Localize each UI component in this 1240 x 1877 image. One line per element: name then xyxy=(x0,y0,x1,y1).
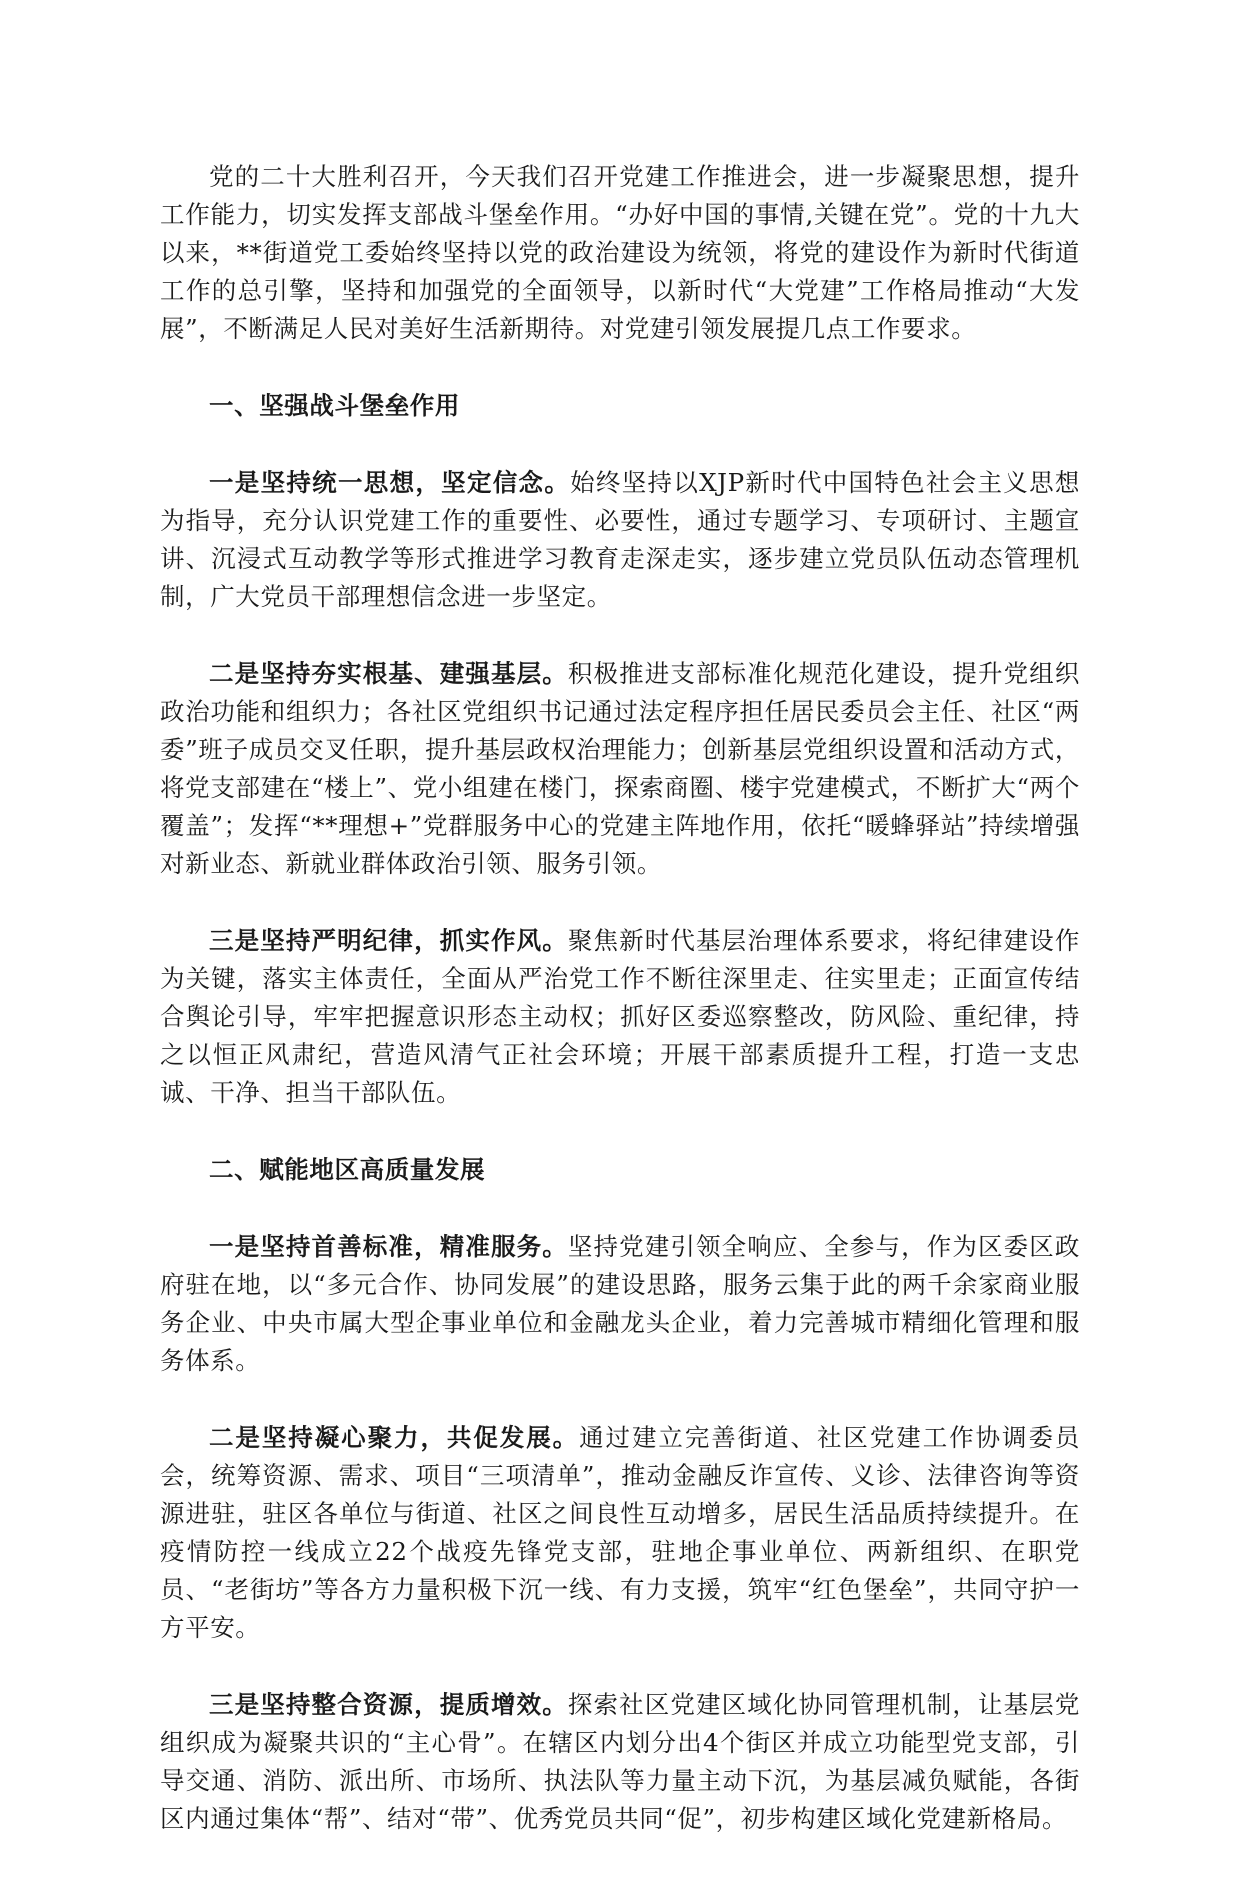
intro-paragraph: 党的二十大胜利召开，今天我们召开党建工作推进会，进一步凝聚思想，提升工作能力，切实发挥支部战斗堡垒作用。“办好中国的事情,关键在党”。党的十九大以来，**街道党工委始终坚持以党的政治建设为统领，将党的建设作为新时代街道工作的总引擎，坚持和加强党的全面领导，以新时代“大党建”工作格局推动“大发展”，不断满足人民对美好生活新期待。对党建引领发展提几点工作要求。 xyxy=(160,162,1080,343)
section-heading-2: 二、赋能地区高质量发展 xyxy=(209,1155,486,1184)
item-lead: 三是坚持整合资源，提质增效。 xyxy=(209,1690,568,1719)
item-lead: 一是坚持统一思想，坚定信念。 xyxy=(209,468,571,497)
item-lead: 一是坚持首善标准，精准服务。 xyxy=(209,1232,568,1261)
item-lead: 三是坚持严明纪律，抓实作风。 xyxy=(209,926,568,955)
item-text: 探索社区党建区域化协同管理机制，让基层党组织成为凝聚共识的“主心骨”。在辖区内划分出4个街区并成立功能型党支部，引导交通、消防、派出所、市场所、执法队等力量主动下沉，为基层减负赋能，各街区内通过集体“帮”、结对“带”、优秀党员共同“促”，初步构建区域化党建新格局。 xyxy=(160,1690,1081,1833)
item-text: 始终坚持以XJP新时代中国特色社会主义思想为指导，充分认识党建工作的重要性、必要性，通过专题学习、专项研讨、主题宣讲、沉浸式互动教学等形式推进学习教育走深走实，逐步建立党员队伍动态管理机制，广大党员干部理想信念进一步坚定。 xyxy=(160,468,1080,611)
item-lead: 二是坚持凝心聚力，共促发展。 xyxy=(209,1423,580,1452)
section-1-item-3 xyxy=(160,922,1080,1112)
item-text: 积极推进支部标准化规范化建设，提升党组织政治功能和组织力；各社区党组织书记通过法定程序担任居民委员会主任、社区“两委”班子成员交叉任职，提升基层政权治理能力；创新基层党组织设置和活动方式，将党支部建在“楼上”、党小组建在楼门，探索商圈、楼宇党建模式，不断扩大“两个覆盖”；发挥“**理想+”党群服务中心的党建主阵地作用，依托“暖蜂驿站”持续增强对新业态、新就业群体政治引领、服务引领。 xyxy=(160,659,1081,878)
section-heading-1: 一、坚强战斗堡垒作用 xyxy=(209,391,460,420)
item-lead: 二是坚持夯实根基、建强基层。 xyxy=(209,659,568,688)
section-2-item-1 xyxy=(160,1228,1080,1380)
item-text: 聚焦新时代基层治理体系要求，将纪律建设作为关键，落实主体责任，全面从严治党工作不断往深里走、往实里走；正面宣传结合舆论引导，牢牢把握意识形态主动权；抓好区委巡察整改，防风险、重纪律，持之以恒正风肃纪，营造风清气正社会环境；开展干部素质提升工程，打造一支忠诚、干净、担当干部队伍。 xyxy=(160,926,1081,1107)
section-1-item-1 xyxy=(160,464,1080,616)
item-text: 通过建立完善街道、社区党建工作协调委员会，统筹资源、需求、项目“三项清单”，推动金融反诈宣传、义诊、法律咨询等资源进驻，驻区各单位与街道、社区之间良性互动增多，居民生活品质持续提升。在疫情防控一线成立22个战疫先锋党支部，驻地企事业单位、两新组织、在职党员、“老街坊”等各方力量积极下沉一线、有力支援，筑牢“红色堡垒”，共同守护一方平安。 xyxy=(160,1423,1080,1642)
section-2-item-2 xyxy=(160,1419,1080,1647)
section-1-item-2 xyxy=(160,655,1080,883)
item-text: 坚持党建引领全响应、全参与，作为区委区政府驻在地，以“多元合作、协同发展”的建设思路，服务云集于此的两千余家商业服务企业、中央市属大型企事业单位和金融龙头企业，着力完善城市精细化管理和服务体系。 xyxy=(160,1232,1081,1375)
section-2-item-3 xyxy=(160,1686,1080,1838)
document-page xyxy=(160,158,1080,1877)
